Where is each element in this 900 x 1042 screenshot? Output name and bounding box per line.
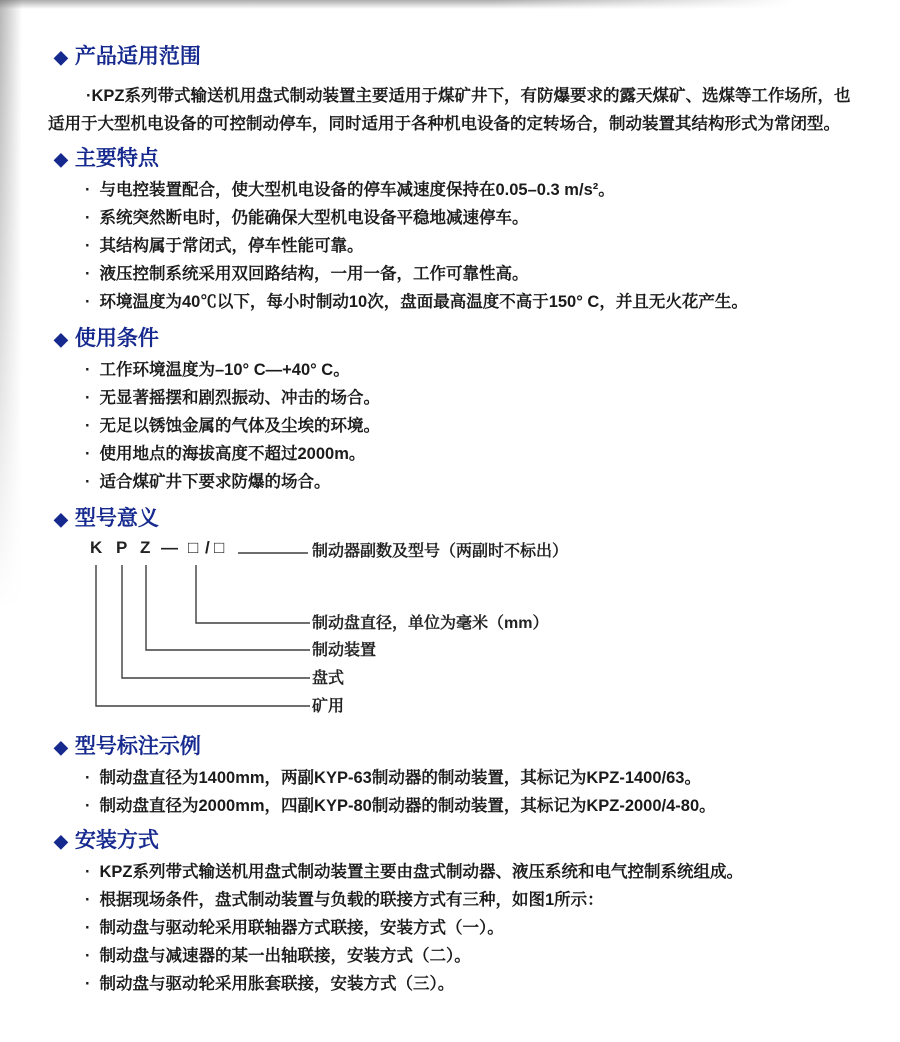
diamond-icon: ◆ [54, 329, 68, 349]
list-item [48, 204, 862, 232]
bullet-icon: · [85, 209, 91, 227]
bullet-icon: · [85, 947, 91, 965]
list-item [48, 886, 862, 914]
list-item-text: 工作环境温度为–10° C—+40° C。 [99, 361, 350, 379]
example-list [48, 764, 862, 820]
list-item-text: 系统突然断电时，仍能确保大型机电设备平稳地减速停车。 [99, 209, 529, 227]
list-item-text: 使用地点的海拔高度不超过2000m。 [99, 445, 366, 463]
list-item-text: 液压控制系统采用双回路结构，一用一备，工作可靠性高。 [99, 265, 529, 283]
section-heading [54, 828, 862, 854]
list-item [48, 260, 862, 288]
section-heading-text: 型号标注示例 [74, 735, 201, 758]
section-heading-text: 主要特点 [74, 147, 159, 170]
list-item [48, 384, 862, 412]
section-heading [54, 146, 862, 172]
list-item-text: 环境温度为40℃以下，每小时制动10次，盘面最高温度不高于150° C，并且无火花产生。 [99, 293, 748, 311]
section-main-features [48, 146, 862, 316]
condition-list [48, 356, 862, 496]
list-item-text: 制动盘与减速器的某一出轴联接，安装方式（二）。 [99, 947, 471, 965]
list-item-text: 制动盘与驱动轮采用胀套联接，安装方式（三）。 [99, 975, 455, 993]
list-item-text: 与电控装置配合，使大型机电设备的停车减速度保持在0.05–0.3 m/s²。 [99, 181, 615, 199]
feature-list [48, 176, 862, 316]
diagram-label: 制动盘直径，单位为毫米（mm） [312, 615, 549, 632]
section-heading-text: 安装方式 [74, 829, 159, 852]
section-usage-conditions [48, 326, 862, 496]
section-heading-text: 产品适用范围 [74, 45, 201, 68]
section-heading [54, 326, 862, 352]
section-heading-text: 使用条件 [74, 327, 159, 350]
list-item-text: 根据现场条件，盘式制动装置与负载的联接方式有三种，如图1所示： [99, 891, 604, 909]
section-model-meaning [48, 506, 862, 728]
diamond-icon: ◆ [54, 509, 68, 529]
section-installation [48, 828, 862, 998]
bullet-icon: · [85, 389, 91, 407]
model-code-char: P [116, 538, 128, 557]
bullet-icon: · [85, 181, 91, 199]
list-item-text: 无显著摇摆和剧烈振动、冲击的场合。 [99, 389, 380, 407]
model-code-placeholder-box: □ [188, 538, 199, 557]
list-item-text: 无足以锈蚀金属的气体及尘埃的环境。 [99, 417, 380, 435]
list-item-text: 制动盘与驱动轮采用联轴器方式联接，安装方式（一）。 [99, 919, 504, 937]
diamond-icon: ◆ [54, 737, 68, 757]
model-code-char: / [205, 538, 210, 557]
bullet-icon: · [85, 473, 91, 491]
bullet-icon: · [85, 769, 91, 787]
installation-list [48, 858, 862, 998]
list-item [48, 468, 862, 496]
bullet-icon: · [85, 797, 91, 815]
section-heading [54, 506, 862, 532]
list-item [48, 440, 862, 468]
bullet-icon: · [85, 417, 91, 435]
list-item [48, 914, 862, 942]
paragraph: ·KPZ系列带式输送机用盘式制动装置主要适用于煤矿井下，有防爆要求的露天煤矿、选煤等工作场所，也适用于大型机电设备的可控制动停车，同时适用于各种机电设备的定转场合，制动装置其结构形式为常闭型。 [48, 87, 851, 133]
diagram-label: 盘式 [312, 670, 345, 687]
bullet-icon: · [85, 863, 91, 881]
list-item [48, 412, 862, 440]
bullet-icon: · [85, 891, 91, 909]
diagram-label: 矿用 [312, 698, 345, 715]
diagram-label: 制动器副数及型号（两副时不标出） [312, 543, 569, 560]
list-item [48, 858, 862, 886]
model-code-placeholder-box: □ [214, 538, 225, 557]
list-item-text: 适合煤矿井下要求防爆的场合。 [99, 473, 331, 491]
bullet-icon: · [85, 293, 91, 311]
section-heading [54, 44, 862, 70]
list-item [48, 792, 862, 820]
model-code-diagram [0, 538, 900, 728]
bullet-icon: · [85, 361, 91, 379]
section-heading-text: 型号意义 [74, 507, 159, 530]
diamond-icon: ◆ [54, 831, 68, 851]
list-item-text: 制动盘直径为1400mm，两副KYP-63制动器的制动装置，其标记为KPZ-1400/63。 [99, 769, 701, 787]
diamond-icon: ◆ [54, 149, 68, 169]
bullet-icon: · [85, 919, 91, 937]
model-code-char: — [161, 538, 178, 557]
list-item-text: 制动盘直径为2000mm，四副KYP-80制动器的制动装置，其标记为KPZ-2000/4-80。 [99, 797, 716, 815]
bullet-icon: · [85, 445, 91, 463]
list-item [48, 356, 862, 384]
list-item [48, 764, 862, 792]
model-code-char: Z [140, 538, 151, 557]
list-item [48, 970, 862, 998]
list-item [48, 232, 862, 260]
bullet-icon: · [85, 975, 91, 993]
diamond-icon: ◆ [54, 47, 68, 67]
bullet-icon: · [85, 265, 91, 283]
list-item [48, 942, 862, 970]
list-item [48, 176, 862, 204]
bullet-icon: · [85, 237, 91, 255]
section-heading [54, 734, 862, 760]
model-code-char: K [90, 538, 103, 557]
list-item-text: KPZ系列带式输送机用盘式制动装置主要由盘式制动器、液压系统和电气控制系统组成。 [99, 863, 743, 881]
list-item-text: 其结构属于常闭式，停车性能可靠。 [99, 237, 364, 255]
section-product-scope [48, 44, 862, 138]
section-model-examples [48, 734, 862, 820]
list-item [48, 288, 862, 316]
diagram-label: 制动装置 [312, 642, 377, 659]
